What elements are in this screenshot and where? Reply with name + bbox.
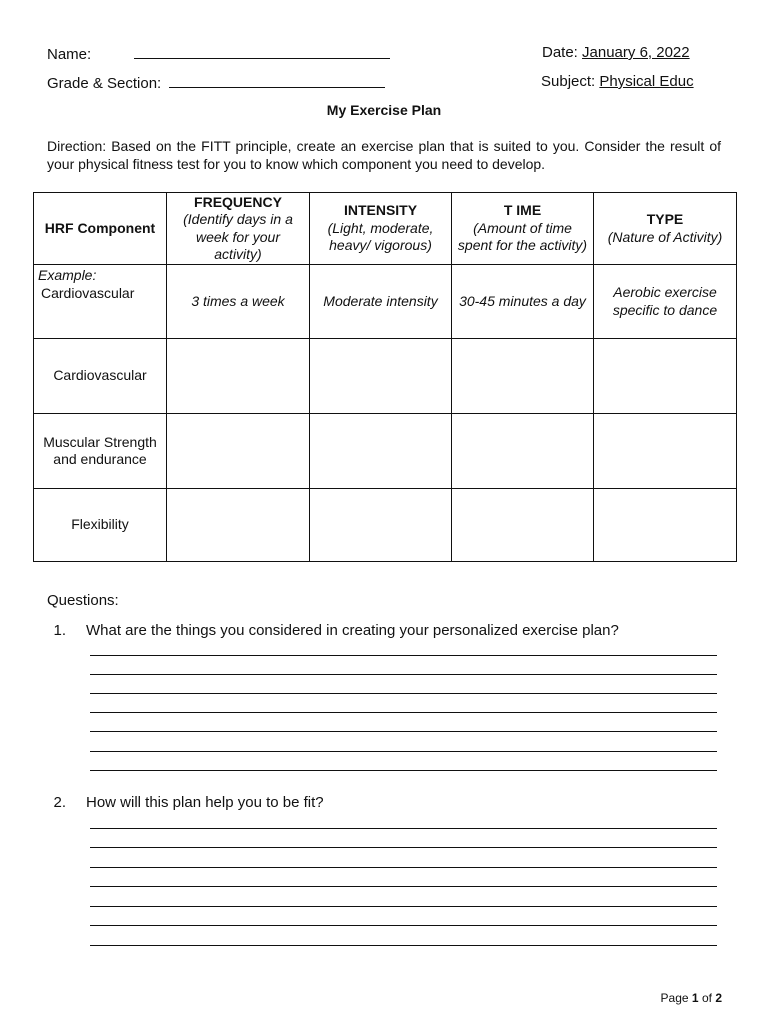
question-2 <box>42 794 324 811</box>
cell-frequency[interactable] <box>167 414 310 489</box>
date-value: January 6, 2022 <box>582 44 690 61</box>
page-total: 2 <box>715 991 722 1005</box>
cell-intensity[interactable] <box>310 414 452 489</box>
example-component: Cardiovascular <box>41 284 135 301</box>
cell-type[interactable] <box>594 489 737 562</box>
answer-line-q1[interactable] <box>90 731 717 732</box>
answer-line-q2[interactable] <box>90 945 717 946</box>
example-time: 30-45 minutes a day <box>452 265 594 339</box>
name-field <box>47 44 390 64</box>
page-current: 1 <box>691 991 699 1005</box>
example-label: Example: <box>38 267 97 283</box>
direction-text: Direction: Based on the FITT principle, create an exercise plan that is suited to you. Consider the result of your physical fitness test for you to know which component you need to develop. <box>47 138 721 172</box>
question-2-number: 2. <box>53 794 66 811</box>
table-row <box>34 339 737 414</box>
answer-line-q2[interactable] <box>90 886 717 887</box>
cell-intensity[interactable] <box>310 489 452 562</box>
page-title: My Exercise Plan <box>326 102 442 118</box>
question-2-text: How will this plan help you to be fit? <box>86 794 324 811</box>
answer-line-q2[interactable] <box>90 828 717 829</box>
questions-label: Questions: <box>47 592 119 609</box>
subject-field <box>541 73 694 91</box>
answer-line-q2[interactable] <box>90 867 717 868</box>
answer-line-q2[interactable] <box>90 847 717 848</box>
cell-time[interactable] <box>452 489 594 562</box>
example-intensity: Moderate intensity <box>310 265 452 339</box>
answer-line-q1[interactable] <box>90 693 717 694</box>
cell-frequency[interactable] <box>167 489 310 562</box>
table-row-example <box>34 265 737 339</box>
page-number <box>661 991 722 1005</box>
row-component-muscular: Muscular Strength and endurance <box>34 414 167 489</box>
table-row <box>34 489 737 562</box>
cell-type[interactable] <box>594 339 737 414</box>
date-field <box>542 44 690 62</box>
example-type: Aerobic exercise specific to dance <box>594 265 737 339</box>
exercise-plan-table <box>33 192 737 562</box>
page-of: of <box>701 991 712 1005</box>
answer-line-q1[interactable] <box>90 751 717 752</box>
date-label: Date: <box>542 44 578 61</box>
grade-section-label: Grade & Section: <box>47 75 162 92</box>
question-1-number: 1. <box>53 622 66 639</box>
page-word: Page <box>660 991 689 1005</box>
name-label: Name: <box>47 46 92 63</box>
example-component-cell <box>34 265 167 339</box>
question-1-text: What are the things you considered in creating your personalized exercise plan? <box>86 622 619 639</box>
answer-line-q1[interactable] <box>90 712 717 713</box>
header-frequency: FREQUENCY (Identify days in a week for your activity) <box>167 193 310 265</box>
header-hrf-component: HRF Component <box>34 193 167 265</box>
question-1 <box>42 622 619 639</box>
example-frequency: 3 times a week <box>167 265 310 339</box>
row-component-flexibility: Flexibility <box>34 489 167 562</box>
grade-section-field <box>47 73 385 93</box>
answer-line-q2[interactable] <box>90 925 717 926</box>
name-blank[interactable] <box>134 44 390 59</box>
cell-intensity[interactable] <box>310 339 452 414</box>
grade-section-blank[interactable] <box>169 73 385 88</box>
subject-value: Physical Educ <box>599 73 694 90</box>
answer-line-q1[interactable] <box>90 674 717 675</box>
cell-time[interactable] <box>452 339 594 414</box>
header-intensity: INTENSITY (Light, moderate, heavy/ vigorous) <box>310 193 452 265</box>
table-row <box>34 414 737 489</box>
answer-line-q1[interactable] <box>90 770 717 771</box>
header-type: TYPE (Nature of Activity) <box>594 193 737 265</box>
cell-time[interactable] <box>452 414 594 489</box>
answer-line-q1[interactable] <box>90 655 717 656</box>
header-time: T IME (Amount of time spent for the activity) <box>452 193 594 265</box>
cell-frequency[interactable] <box>167 339 310 414</box>
row-component-cardiovascular: Cardiovascular <box>34 339 167 414</box>
cell-type[interactable] <box>594 414 737 489</box>
subject-label: Subject: <box>541 73 596 90</box>
table-header-row <box>34 193 737 265</box>
answer-line-q2[interactable] <box>90 906 717 907</box>
